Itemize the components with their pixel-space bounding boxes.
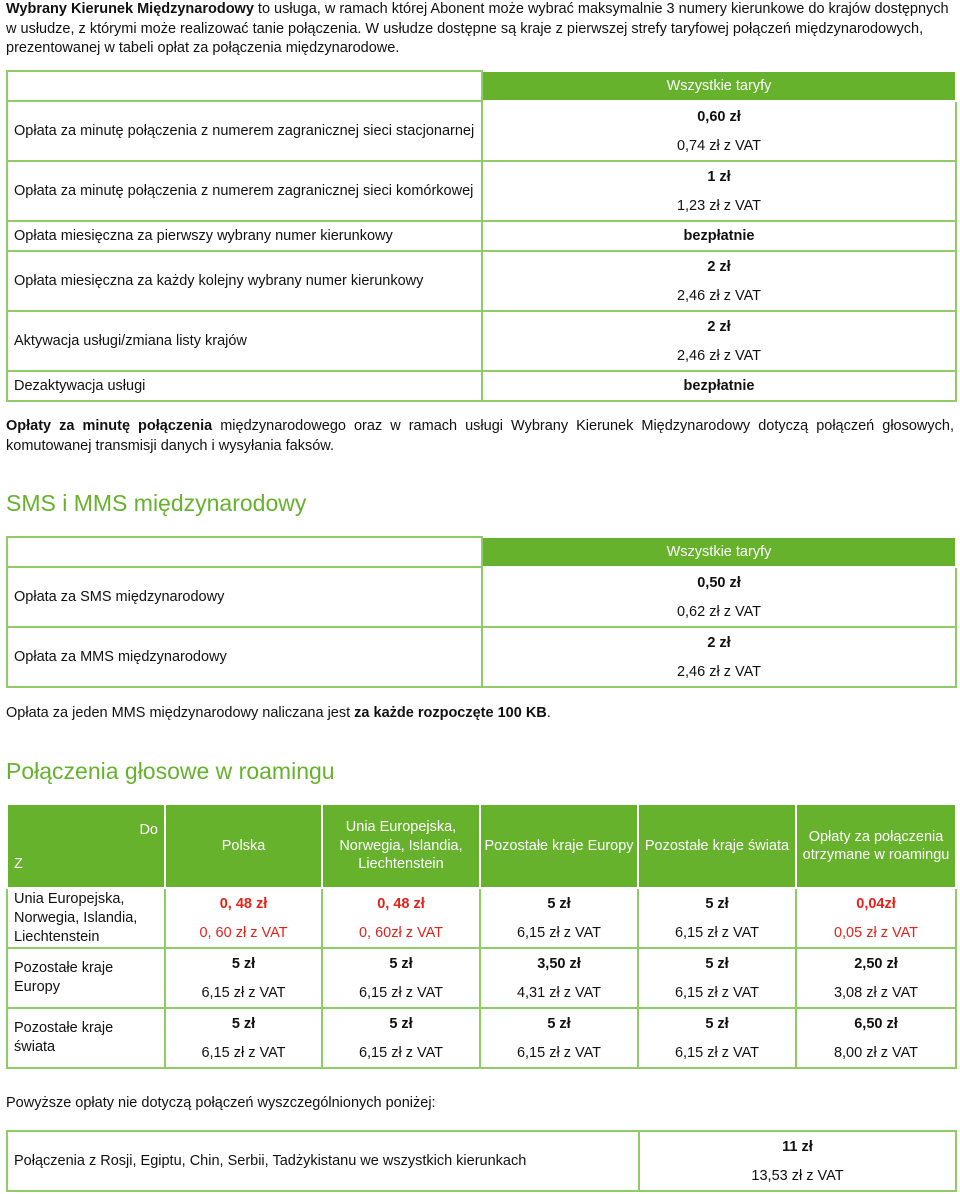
roaming-net-price: 5 zł bbox=[638, 888, 796, 918]
intro-bold: Wybrany Kierunek Międzynarodowy bbox=[6, 1, 254, 17]
roaming-net-price: 5 zł bbox=[480, 1008, 638, 1038]
roaming-net-price: 5 zł bbox=[480, 888, 638, 918]
table1-row-label: Opłata miesięczna za każdy kolejny wybrany numer kierunkowy bbox=[7, 251, 482, 311]
roaming-gross-price: 6,15 zł z VAT bbox=[638, 918, 796, 948]
roaming-row-label: Pozostałe kraje świata bbox=[7, 1008, 165, 1068]
roaming-net-price: 5 zł bbox=[322, 948, 480, 978]
roaming-net-price: 2,50 zł bbox=[796, 948, 956, 978]
mms-net: 2 zł bbox=[482, 627, 956, 657]
table1-row-label: Opłata za minutę połączenia z numerem zagranicznej sieci stacjonarnej bbox=[7, 101, 482, 161]
mms-gross: 2,46 zł z VAT bbox=[482, 657, 956, 687]
table1-net: bezpłatnie bbox=[482, 221, 956, 251]
sms-gross: 0,62 zł z VAT bbox=[482, 597, 956, 627]
exceptions-net: 11 zł bbox=[639, 1131, 956, 1161]
roaming-gross-price: 3,08 zł z VAT bbox=[796, 978, 956, 1008]
roaming-net-price: 5 zł bbox=[165, 1008, 322, 1038]
table1-net: 2 zł bbox=[482, 251, 956, 281]
roaming-gross-price: 8,00 zł z VAT bbox=[796, 1038, 956, 1068]
table1-gross: 2,46 zł z VAT bbox=[482, 281, 956, 311]
roaming-gross-price: 6,15 zł z VAT bbox=[638, 978, 796, 1008]
note1-bold: Opłaty za minutę połączenia bbox=[6, 418, 213, 434]
roaming-section-title: Połączenia głosowe w roamingu bbox=[6, 758, 335, 784]
roaming-gross-price: 6,15 zł z VAT bbox=[322, 1038, 480, 1068]
intro-paragraph bbox=[6, 0, 954, 59]
sms-row-label: Opłata za SMS międzynarodowy bbox=[7, 567, 482, 627]
table-roaming bbox=[6, 803, 957, 1069]
mms-note bbox=[6, 704, 954, 724]
roaming-net-price: 3,50 zł bbox=[480, 948, 638, 978]
roaming-corner-to: Do bbox=[139, 822, 158, 838]
roaming-gross-price: 6,15 zł z VAT bbox=[165, 978, 322, 1008]
roaming-col-header: Polska bbox=[165, 804, 322, 888]
roaming-note: Powyższe opłaty nie dotyczą połączeń wyszczególnionych poniżej: bbox=[6, 1095, 436, 1111]
sms-section-title: SMS i MMS międzynarodowy bbox=[6, 490, 307, 516]
sms-net: 0,50 zł bbox=[482, 567, 956, 597]
note1-text: międzynarodowego oraz w ramach usługi Wybrany Kierunek Międzynarodowy dotyczą połączeń głosowych, komutowanej transmisji danych i wysyłania faksów. bbox=[6, 418, 954, 454]
table1-gross: 2,46 zł z VAT bbox=[482, 341, 956, 371]
table1-net: 1 zł bbox=[482, 161, 956, 191]
table-exceptions bbox=[6, 1130, 957, 1192]
table1-row-label: Opłata za minutę połączenia z numerem zagranicznej sieci komórkowej bbox=[7, 161, 482, 221]
roaming-gross-price: 6,15 zł z VAT bbox=[480, 1038, 638, 1068]
mms-note-prefix: Opłata za jeden MMS międzynarodowy naliczana jest bbox=[6, 705, 355, 721]
roaming-gross-price: 6,15 zł z VAT bbox=[480, 918, 638, 948]
roaming-body bbox=[7, 888, 956, 1068]
table1-row-label: Aktywacja usługi/zmiana listy krajów bbox=[7, 311, 482, 371]
roaming-corner-from: Z bbox=[14, 855, 23, 872]
roaming-gross-price: 0,05 zł z VAT bbox=[796, 918, 956, 948]
roaming-col-header: Unia Europejska, Norwegia, Islandia, Liechtenstein bbox=[322, 804, 480, 888]
roaming-net-price: 0,04zł bbox=[796, 888, 956, 918]
roaming-col-header: Pozostałe kraje Europy bbox=[480, 804, 638, 888]
table1-header: Wszystkie taryfy bbox=[482, 71, 956, 101]
roaming-net-price: 6,50 zł bbox=[796, 1008, 956, 1038]
intro-text: to usługa, w ramach której Abonent może wybrać maksymalnie 3 numery kierunkowe do krajów dostępnych w usłudze, z którymi może realizować tanie połączenia. W usłudze dostępne są kraje z pierwszej strefy taryfowej połączeń międzynarodowych, prezentowanej w tabeli opłat za połączenia międzynarodowe. bbox=[6, 1, 949, 56]
table1-gross: 0,74 zł z VAT bbox=[482, 131, 956, 161]
table1-corner bbox=[7, 71, 482, 101]
table1-net: 2 zł bbox=[482, 311, 956, 341]
table-international-direction bbox=[6, 70, 957, 402]
table1-row-label: Opłata miesięczna za pierwszy wybrany numer kierunkowy bbox=[7, 221, 482, 251]
exceptions-label: Połączenia z Rosji, Egiptu, Chin, Serbii, Tadżykistanu we wszystkich kierunkach bbox=[7, 1131, 639, 1191]
roaming-gross-price: 4,31 zł z VAT bbox=[480, 978, 638, 1008]
roaming-net-price: 5 zł bbox=[322, 1008, 480, 1038]
roaming-gross-price: 0, 60 zł z VAT bbox=[165, 918, 322, 948]
sms-table-corner bbox=[7, 537, 482, 567]
roaming-col-header: Pozostałe kraje świata bbox=[638, 804, 796, 888]
sms-table-header: Wszystkie taryfy bbox=[482, 537, 956, 567]
mms-note-suffix: . bbox=[546, 705, 551, 721]
roaming-net-price: 0, 48 zł bbox=[322, 888, 480, 918]
mms-row-label: Opłata za MMS międzynarodowy bbox=[7, 627, 482, 687]
exceptions-gross: 13,53 zł z VAT bbox=[639, 1161, 956, 1191]
roaming-row-label: Unia Europejska, Norwegia, Islandia, Liechtenstein bbox=[7, 888, 165, 948]
roaming-net-price: 5 zł bbox=[638, 948, 796, 978]
roaming-col-header: Opłaty za połączenia otrzymane w roamingu bbox=[796, 804, 956, 888]
table-sms-mms bbox=[6, 536, 957, 688]
roaming-corner bbox=[7, 804, 165, 888]
roaming-net-price: 0, 48 zł bbox=[165, 888, 322, 918]
mms-note-bold: za każde rozpoczęte 100 KB bbox=[354, 705, 547, 721]
roaming-gross-price: 6,15 zł z VAT bbox=[165, 1038, 322, 1068]
table1-row-label: Dezaktywacja usługi bbox=[7, 371, 482, 401]
roaming-gross-price: 6,15 zł z VAT bbox=[638, 1038, 796, 1068]
table1-net: 0,60 zł bbox=[482, 101, 956, 131]
roaming-gross-price: 6,15 zł z VAT bbox=[322, 978, 480, 1008]
note-minute-charges bbox=[6, 417, 954, 456]
roaming-net-price: 5 zł bbox=[165, 948, 322, 978]
roaming-net-price: 5 zł bbox=[638, 1008, 796, 1038]
roaming-row-label: Pozostałe kraje Europy bbox=[7, 948, 165, 1008]
table1-gross: 1,23 zł z VAT bbox=[482, 191, 956, 221]
roaming-gross-price: 0, 60zł z VAT bbox=[322, 918, 480, 948]
table1-net: bezpłatnie bbox=[482, 371, 956, 401]
